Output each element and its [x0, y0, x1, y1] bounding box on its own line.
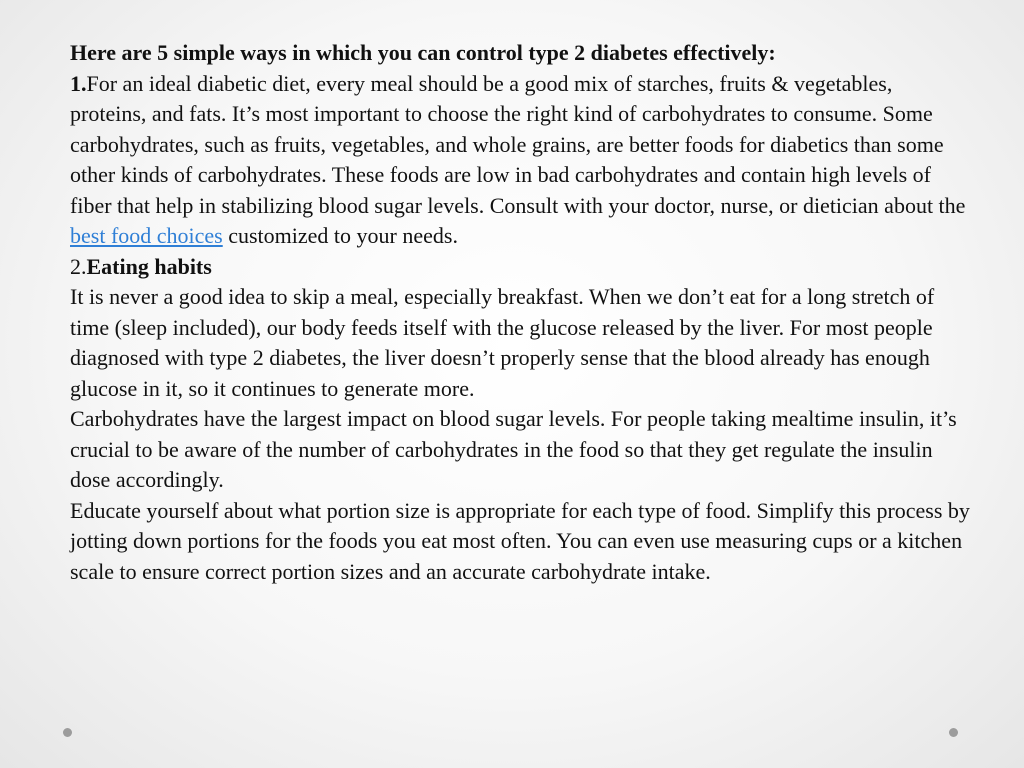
item-2-paragraph-2: Carbohydrates have the largest impact on blood sugar levels. For people taking mealtime insulin, it’s crucial to be aware of the number of carbohydrates in the food so that they get regulate the insulin dose accordingly. — [70, 406, 957, 492]
slide-body — [70, 38, 970, 587]
best-food-choices-link[interactable]: best food choices — [70, 223, 223, 248]
item-1-text: For an ideal diabetic diet, every meal should be a good mix of starches, fruits & vegetables, proteins, and fats. It’s most important to choose the right kind of carbohydrates to consume. Some carbohydrates, such as fruits, vegetables, and whole grains, are better foods for diabetics than some other kinds of carbohydrates. These foods are low in bad carbohydrates and contain high levels of fiber that help in stabilizing blood sugar levels. Consult with your doctor, nurse, or dietician about the — [70, 70, 966, 218]
decorative-dot-left — [63, 728, 72, 737]
item-1-paragraph — [70, 69, 970, 252]
item-2-paragraph-3: Educate yourself about what portion size is appropriate for each type of food. Simplify this process by jotting down portions for the foods you eat most often. You can even use measuring cups or a kitchen scale to ensure correct portion sizes and an accurate carbohydrate intake. — [70, 497, 970, 584]
item-1-number: 1. — [70, 70, 87, 96]
item-2-paragraph-1: It is never a good idea to skip a meal, especially breakfast. When we don’t eat for a long stretch of time (sleep included), our body feeds itself with the glucose released by the liver. For most people diagnosed with type 2 diabetes, the liver doesn’t properly sense that the blood already has enough glucose in it, so it continues to generate more. — [70, 284, 935, 401]
slide-heading: Here are 5 simple ways in which you can control type 2 diabetes effectively: — [70, 40, 776, 65]
item-2-heading — [70, 252, 970, 283]
item-2-title: Eating habits — [86, 253, 212, 279]
decorative-dot-right — [949, 728, 958, 737]
item-1-text-end: customized to your needs. — [222, 223, 458, 248]
item-2-number: 2. — [70, 253, 87, 279]
